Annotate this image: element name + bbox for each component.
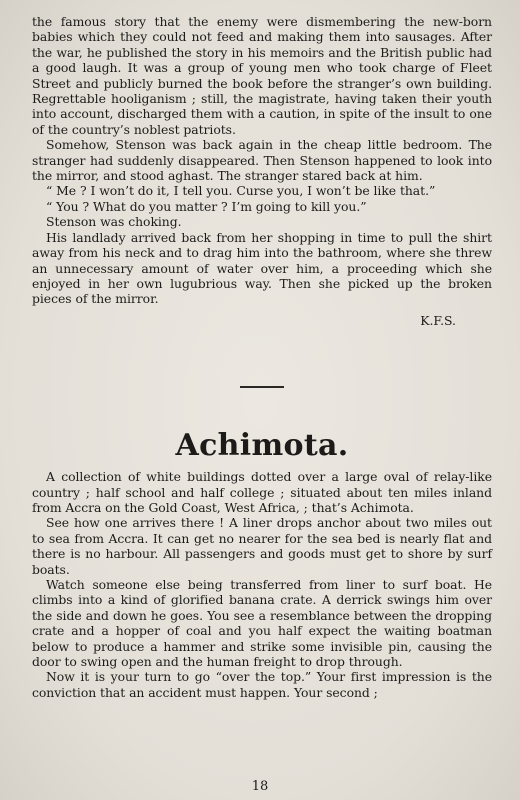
section-divider	[240, 386, 284, 388]
article-paragraph: A collection of white buildings dotted over a large oval of relay-like country ; half school and half college ; situated about ten miles inland from Accra on the Gold Coast, West Africa, ; that’s Achimota.	[32, 469, 492, 515]
page-number: 18	[251, 779, 269, 794]
article-paragraph: Watch someone else being transferred from liner to surf boat. He climbs into a kind of glorified banana crate. A derrick swings him over the side and down he goes. You see a resemblance between the dropping crate and a hopper of coal and you half expect the waiting boatman below to produce a hammer and strike some invisible pin, causing the door to swing open and the human freight to drop through.	[32, 576, 492, 669]
story-paragraph: His landlady arrived back from her shopping in time to pull the shirt away from his neck and to drag him into the bathroom, where she threw an unnecessary amount of water over him, a proceeding which she enjoyed in her own lugubrious way. Then she picked up the broken pieces of the mirror.	[32, 229, 492, 307]
article-title: Achimota.	[175, 428, 349, 464]
story-paragraph: Stenson was choking.	[46, 214, 182, 230]
story-paragraph: “ Me ? I won’t do it, I tell you. Curse you, I won’t be like that.”	[46, 183, 436, 199]
story-paragraph: “ You ? What do you matter ? I’m going to kill you.”	[46, 198, 367, 214]
article-achimota	[32, 428, 492, 700]
article-paragraph: See how one arrives there ! A liner drops anchor about two miles out to sea from Accra. It can get no nearer for the sea bed is nearly flat and there is no harbour. All passengers and goods must get to shore by surf boats.	[32, 515, 492, 577]
story-continuation	[32, 14, 492, 328]
story-paragraph: the famous story that the enemy were dismembering the new-born babies which they could not feed and making them into sausages. After the war, he published the story in his memoirs and the British public had a good laugh. It was a group of young men who took charge of Fleet Street and publicly burned the book before the stranger’s own building. Regrettable hooliganism ; still, the magistrate, having taken their youth into account, discharged them with a caution, in spite of the insult to one of the country’s noblest patriots.	[32, 14, 492, 137]
author-signature: K.F.S.	[420, 312, 456, 328]
story-paragraph: Somehow, Stenson was back again in the cheap little bedroom. The stranger had suddenly disappeared. Then Stenson happened to look into the mirror, and stood aghast. The stranger stared back at him.	[32, 137, 492, 184]
article-paragraph: Now it is your turn to go “over the top.” Your first impression is the conviction that an accident must happen. Your second ;	[32, 669, 492, 700]
